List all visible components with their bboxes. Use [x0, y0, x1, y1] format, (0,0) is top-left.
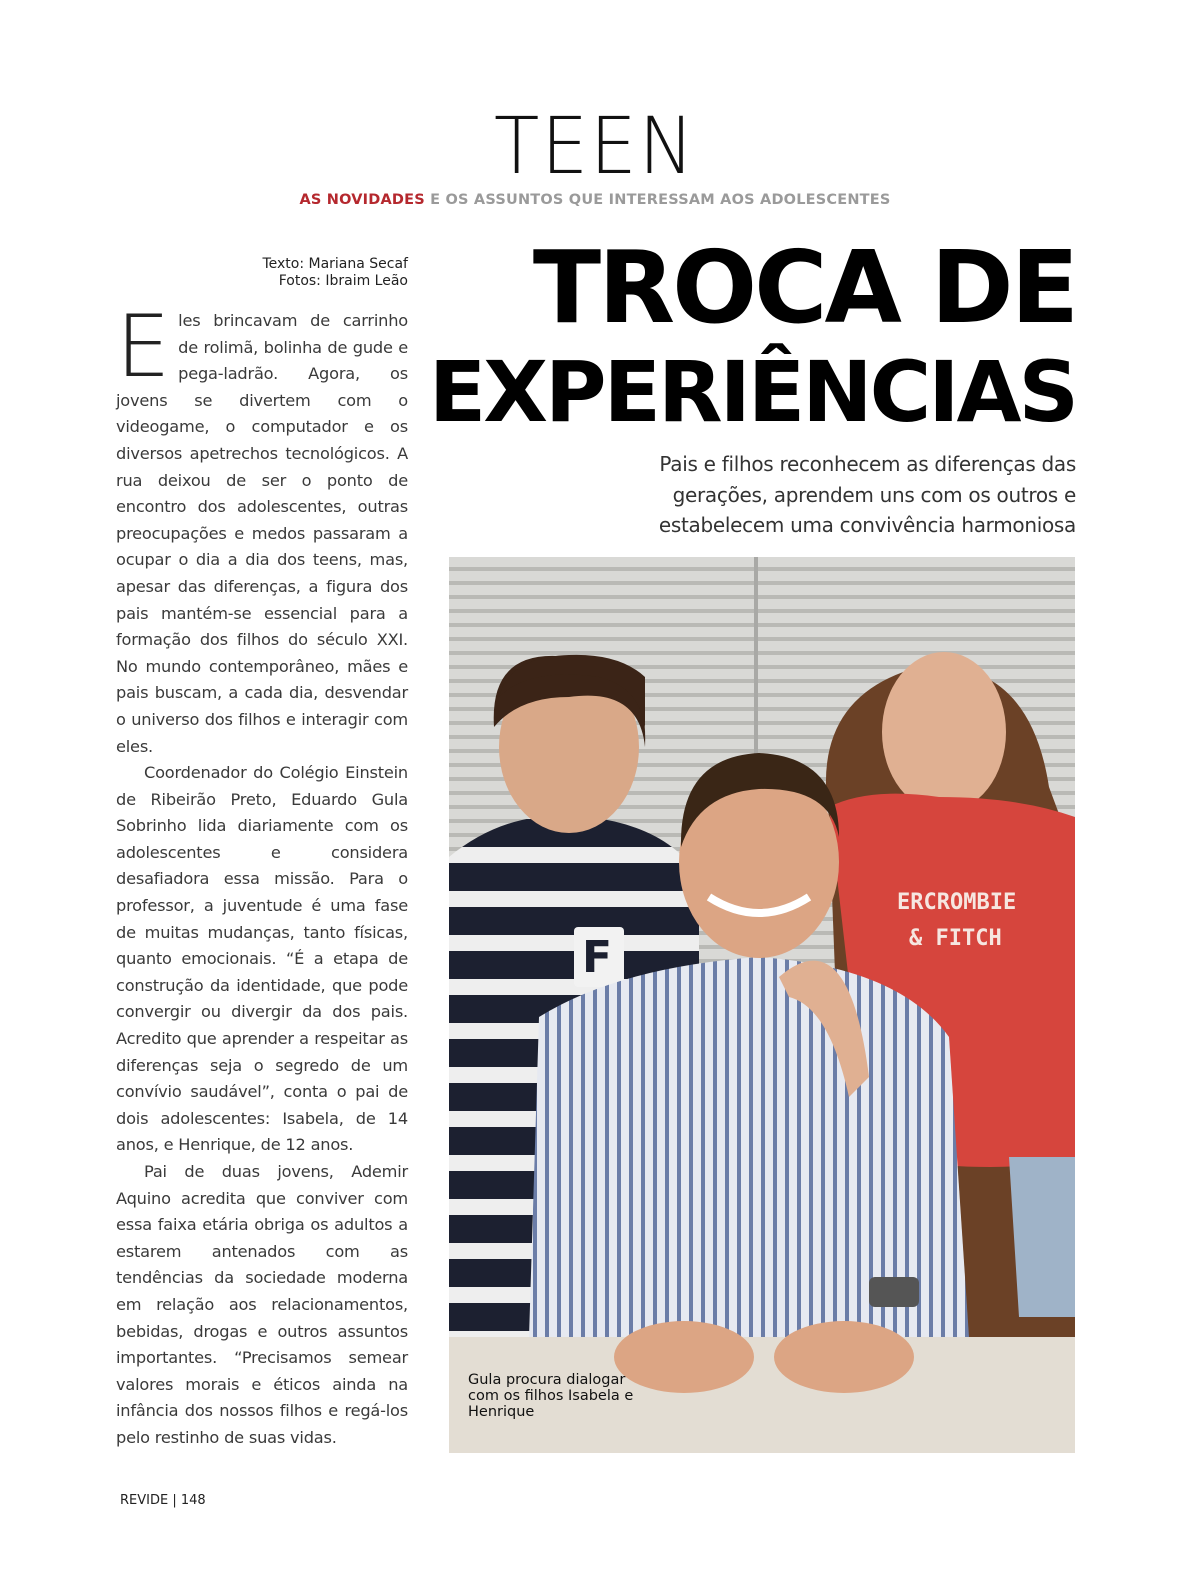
shirt-text-line-1: ERCROMBIE: [897, 890, 1017, 915]
paragraph-3: Pai de duas jovens, Ademir Aquino acredita que conviver com essa faixa etária obriga os adultos a estarem antenados com as tendências da sociedade moderna em relação aos relacionamentos, bebidas, drogas e outros assuntos importantes. “Precisamos semear valores morais e éticos ainda na infância dos nossos filhos e regá-los pelo restinho de suas vidas.: [116, 1162, 408, 1447]
family-photo-illustration: [449, 557, 1075, 1453]
shirt-text-line-2: & FITCH: [909, 926, 1002, 951]
page-number: 148: [180, 1493, 206, 1508]
paragraph-1-text: les brincavam de carrinho de rolimã, bolinha de gude e pega-ladrão. Agora, os jovens se divertem com o videogame, o computador e os diversos apetrechos tecnológicos. A rua deixou de ser o ponto de encontro dos adolescentes, outras preocupações e medos passaram a ocupar o dia a dia dos teens, mas, apesar das diferenças, a figura dos pais mantém-se essencial para a formação dos filhos do século XXI. No mundo contemporâneo, mães e pais buscam, a cada dia, desvendar o universo dos filhos e interagir com eles.: [116, 311, 408, 756]
subtitle-highlight: AS NOVIDADES: [299, 192, 425, 208]
text-credit: Texto: Mariana Secaf: [262, 256, 408, 272]
subtitle-rest: E OS ASSUNTOS QUE INTERESSAM AOS ADOLESCENTES: [424, 192, 891, 208]
shirt-letter: F: [582, 932, 613, 983]
drop-cap: E: [116, 297, 171, 397]
photo-caption: Gula procura dialogar com os filhos Isabela e Henrique: [468, 1372, 634, 1420]
folio-separator: |: [172, 1493, 177, 1508]
headline-line-1: TROCA DE: [532, 229, 1076, 346]
article-credits: [262, 256, 408, 290]
paragraph-1: [116, 297, 408, 760]
page-folio: [120, 1493, 206, 1508]
article-deck: Pais e filhos reconhecem as diferenças das gerações, aprendem uns com os outros e estabelecem uma convivência harmoniosa: [658, 452, 1076, 537]
section-title: TEEN: [494, 102, 696, 192]
headline: [428, 229, 1076, 444]
article-body: [116, 297, 408, 1452]
magazine-name: REVIDE: [120, 1493, 169, 1508]
paragraph-2: Coordenador do Colégio Einstein de Ribeirão Preto, Eduardo Gula Sobrinho lida diariamente com os adolescentes e considera desafiadora essa missão. Para o professor, a juventude é uma fase de muitas mudanças, tanto físicas, quanto emocionais. “É a etapa de construção da identidade, que pode convergir ou divergir da dos pais. Acredito que aprender a respeitar as diferenças seja o segredo de um convívio saudável”, conta o pai de dois adolescentes: Isabela, de 14 anos, e Henrique, de 12 anos.: [116, 763, 408, 1155]
photo-credit: Fotos: Ibraim Leão: [278, 273, 408, 289]
family-photo: [449, 557, 1075, 1453]
headline-line-2: EXPERIÊNCIAS: [428, 343, 1076, 441]
section-subtitle: [0, 192, 1190, 208]
